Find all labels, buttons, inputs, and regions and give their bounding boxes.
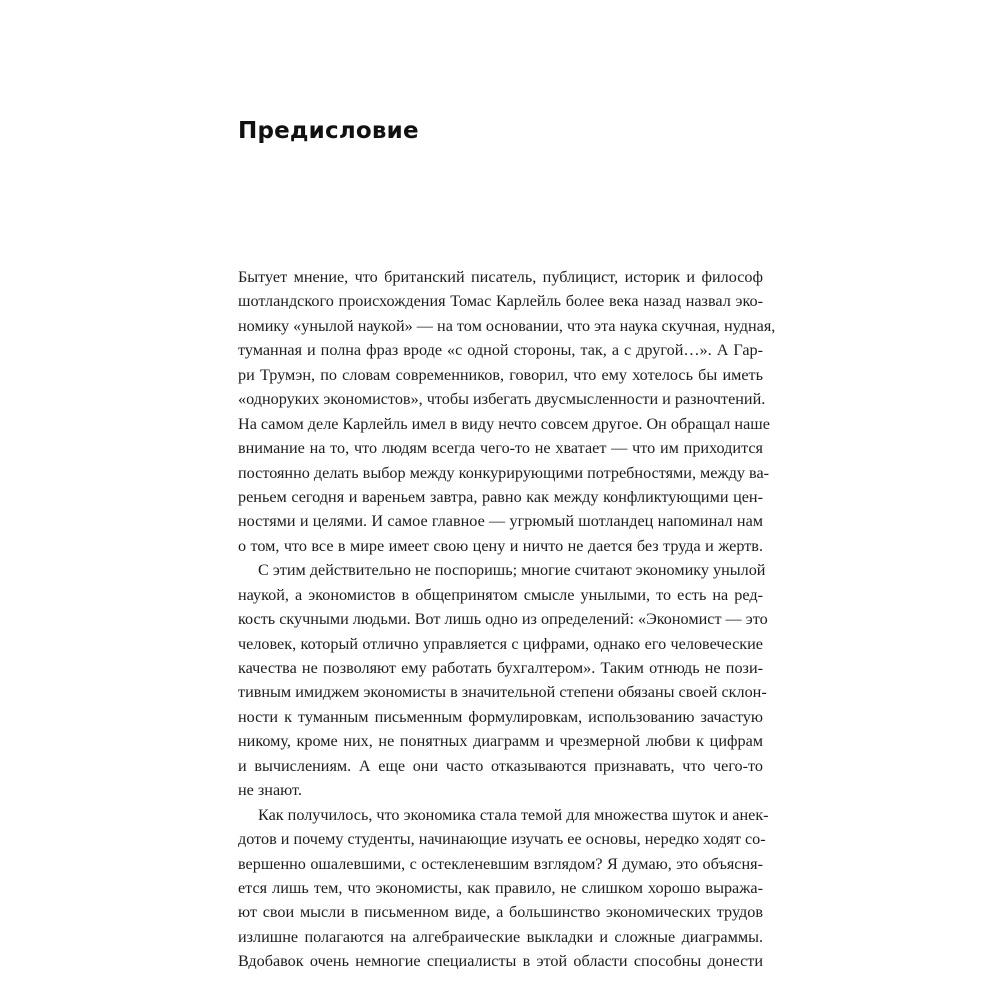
body-text	[238, 265, 776, 974]
text-line: качества не позволяют ему работать бухгалтером». Таким отнюдь не пози-	[238, 659, 763, 677]
text-line: дотов и почему студенты, начинающие изучать ее основы, нередко ходят со-	[238, 830, 766, 849]
text-line: кость скучными людьми. Вот лишь одно из определений: «Экономист — это	[238, 610, 768, 629]
text-line: шотландского происхождения Томас Карлейль более века назад назвал эко-	[238, 292, 763, 311]
text-line: ности к туманным письменным формулировкам, использованию зачастую	[238, 707, 763, 726]
text-line: не знают.	[238, 781, 302, 800]
text-line: ют свои мысли в письменном виде, а большинство экономических трудов	[238, 903, 763, 922]
text-line: никому, кроме них, не понятных диаграмм и чрезмерной любви к цифрам	[238, 732, 763, 751]
text-line: Вдобавок очень немногие специалисты в этой области способны донести	[238, 952, 763, 971]
text-line: ри Трумэн, по словам современников, говорил, что ему хотелось бы иметь	[238, 365, 763, 384]
text-line: реньем сегодня и вареньем завтра, равно как между конфликтующими цен-	[238, 487, 763, 506]
text-line: наукой, а экономистов в общепринятом смысле унылыми, то есть на ред-	[238, 585, 763, 604]
text-line: ется лишь тем, что экономисты, как правило, не слишком хорошо выража-	[238, 878, 763, 897]
text-line: излишне полагаются на алгебраические выкладки и сложные диаграммы.	[238, 927, 763, 946]
paragraph-1	[238, 265, 776, 558]
text-line: номику «унылой наукой» — на том основании, что эта наука скучная, нудная,	[238, 316, 776, 335]
text-line: На самом деле Карлейль имел в виду нечто совсем другое. Он обращал наше	[238, 414, 770, 433]
chapter-title: Предисловие	[238, 118, 419, 144]
paragraph-2	[238, 558, 768, 802]
text-line: Бытует мнение, что британский писатель, публицист, историк и философ	[238, 268, 763, 286]
text-line: внимание на то, что людям всегда чего-то не хватает — что им приходится	[238, 439, 763, 458]
text-line: ностями и целями. И самое главное — угрюмый шотландец напоминал нам	[238, 512, 763, 531]
text-line: и вычислениям. А еще они часто отказываются признавать, что чего-то	[238, 756, 763, 775]
text-line: С этим действительно не поспоришь; многие считают экономику унылой	[258, 561, 766, 580]
text-line: «одноруких экономистов», чтобы избегать двусмысленности и разночтений.	[238, 390, 766, 409]
text-line: человек, который отлично управляется с цифрами, однако его человеческие	[238, 634, 763, 653]
text-line: Как получилось, что экономика стала темой для множества шуток и анек-	[258, 805, 769, 824]
text-line: о том, что все в мире имеет свою цену и ничто не дается без труда и жертв.	[238, 536, 763, 555]
paragraph-3	[238, 803, 769, 974]
text-line: туманная и полна фраз вроде «с одной стороны, так, а с другой…». А Гар-	[238, 341, 763, 360]
text-line: постоянно делать выбор между конкурирующими потребностями, между ва-	[238, 463, 770, 482]
text-line: вершенно ошалевшими, с остекленевшим взглядом? Я думаю, это объясня-	[238, 854, 763, 873]
text-line: тивным имиджем экономисты в значительной степени обязаны своей склон-	[238, 683, 767, 702]
